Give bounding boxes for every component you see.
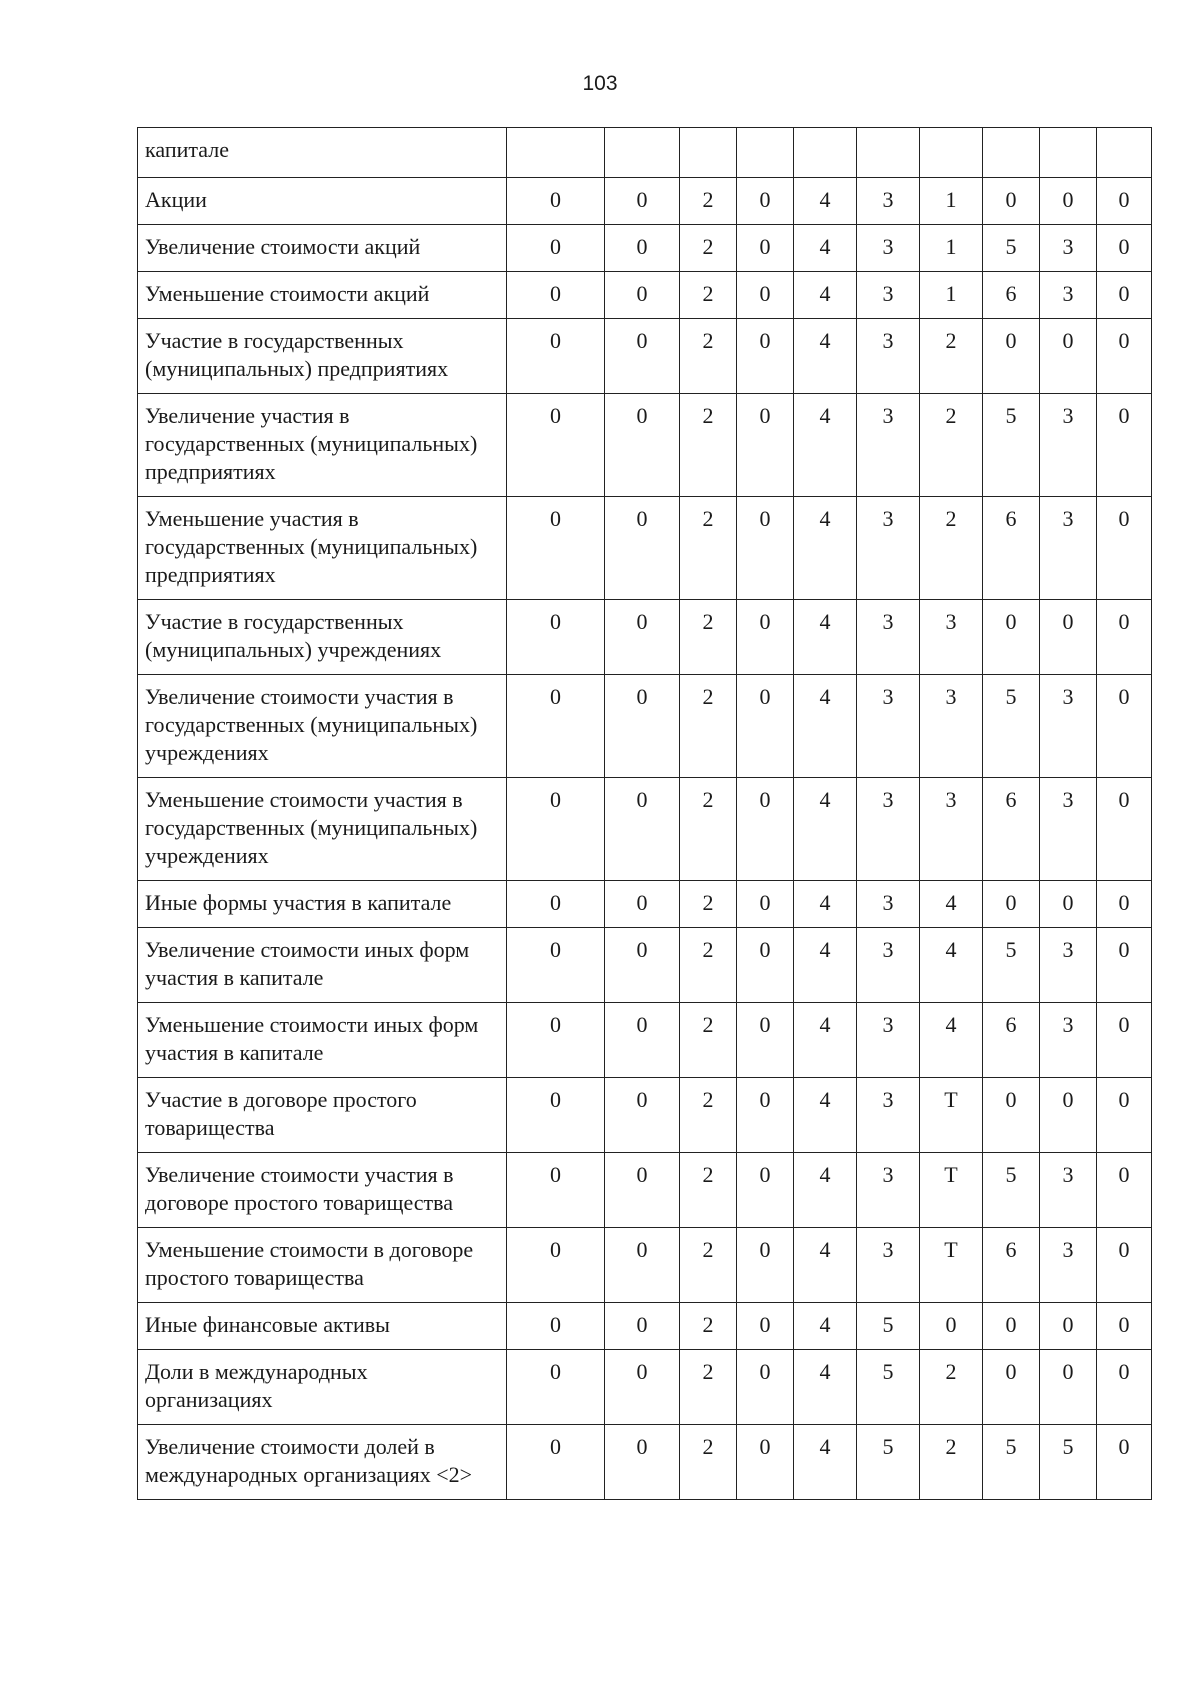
code-digit-cell: 0 [1097,881,1152,928]
code-digit-cell: Т [920,1228,983,1303]
row-name-cell: Уменьшение участия в государственных (муниципальных) предприятиях [138,497,507,600]
code-digit-cell: 0 [737,394,794,497]
code-digit-cell: 5 [983,675,1040,778]
row-name-cell: Уменьшение стоимости иных форм участия в капитале [138,1003,507,1078]
code-digit-cell: 0 [920,1303,983,1350]
code-digit-cell: 3 [857,928,920,1003]
code-digit-cell: 2 [680,225,737,272]
code-digit-cell: 0 [1097,1228,1152,1303]
code-digit-cell: 3 [857,1003,920,1078]
code-digit-cell: 5 [983,928,1040,1003]
code-digit-cell: 0 [737,178,794,225]
code-digit-cell: 0 [605,600,680,675]
code-digit-cell: 5 [983,1425,1040,1500]
code-digit-cell: 0 [1097,928,1152,1003]
row-name-cell: Увеличение стоимости акций [138,225,507,272]
code-digit-cell [680,128,737,178]
code-digit-cell: 0 [605,178,680,225]
code-digit-cell: 0 [737,1303,794,1350]
code-digit-cell: 3 [857,778,920,881]
row-name-cell: Участие в государственных (муниципальных) предприятиях [138,319,507,394]
code-digit-cell: 0 [1097,272,1152,319]
table-row [138,1153,1152,1228]
table-row [138,1350,1152,1425]
code-digit-cell: 3 [1040,272,1097,319]
code-digit-cell: 3 [857,497,920,600]
code-digit-cell: 3 [1040,1003,1097,1078]
code-digit-cell: 3 [1040,1228,1097,1303]
code-digit-cell: 6 [983,1228,1040,1303]
code-digit-cell: 2 [680,1078,737,1153]
code-digit-cell: 4 [794,319,857,394]
table-row [138,1078,1152,1153]
code-digit-cell: 3 [857,225,920,272]
code-digit-cell: 3 [920,675,983,778]
code-digit-cell: 0 [507,928,605,1003]
code-digit-cell: 0 [507,675,605,778]
code-digit-cell: 0 [1040,319,1097,394]
table-row [138,128,1152,178]
code-digit-cell: 0 [983,881,1040,928]
table-row [138,394,1152,497]
code-digit-cell: 0 [507,1350,605,1425]
code-digit-cell: 0 [507,778,605,881]
code-digit-cell: 2 [680,1228,737,1303]
code-digit-cell: 0 [605,1003,680,1078]
code-digit-cell: 5 [983,225,1040,272]
code-digit-cell: 0 [605,319,680,394]
code-digit-cell: 4 [794,600,857,675]
row-name-cell: Иные формы участия в капитале [138,881,507,928]
table-row [138,778,1152,881]
row-name-cell: Иные финансовые активы [138,1303,507,1350]
code-digit-cell [605,128,680,178]
code-digit-cell: 6 [983,778,1040,881]
row-name-cell: Увеличение стоимости иных форм участия в капитале [138,928,507,1003]
code-digit-cell: 0 [737,600,794,675]
code-digit-cell: 0 [737,881,794,928]
code-digit-cell: 0 [605,1078,680,1153]
code-digit-cell: 3 [1040,675,1097,778]
table-row [138,1228,1152,1303]
code-digit-cell: 0 [737,928,794,1003]
code-digit-cell [507,128,605,178]
code-digit-cell: 0 [1040,1078,1097,1153]
code-digit-cell: Т [920,1153,983,1228]
code-digit-cell: 2 [920,394,983,497]
code-digit-cell: 3 [857,675,920,778]
code-digit-cell: 0 [1097,1350,1152,1425]
code-digit-cell: 4 [920,928,983,1003]
row-name-cell: Доли в международных организациях [138,1350,507,1425]
code-digit-cell: 0 [1097,1003,1152,1078]
table-row [138,225,1152,272]
row-name-cell: Уменьшение стоимости участия в государственных (муниципальных) учреждениях [138,778,507,881]
code-digit-cell: 3 [857,1228,920,1303]
code-digit-cell: 2 [680,1350,737,1425]
row-name-cell: Увеличение стоимости долей в международных организациях <2> [138,1425,507,1500]
code-digit-cell: 0 [1097,178,1152,225]
code-digit-cell: 4 [794,1003,857,1078]
code-digit-cell: 2 [680,272,737,319]
code-digit-cell: 2 [920,1425,983,1500]
code-digit-cell: 0 [507,225,605,272]
code-digit-cell [1097,128,1152,178]
row-name-cell: Участие в договоре простого товарищества [138,1078,507,1153]
code-digit-cell: 0 [1040,881,1097,928]
code-digit-cell: 0 [507,1153,605,1228]
code-digit-cell: 0 [1097,497,1152,600]
table-row [138,178,1152,225]
code-digit-cell: 0 [507,394,605,497]
code-digit-cell: 0 [1097,600,1152,675]
code-digit-cell: 0 [507,178,605,225]
table-row [138,1425,1152,1500]
code-digit-cell: 3 [857,394,920,497]
code-digit-cell: 0 [507,1003,605,1078]
code-digit-cell: 0 [983,1350,1040,1425]
code-digit-cell: 2 [680,319,737,394]
code-digit-cell: 0 [737,675,794,778]
code-digit-cell: 3 [1040,497,1097,600]
row-name-cell: Уменьшение стоимости в договоре простого товарищества [138,1228,507,1303]
code-digit-cell: 5 [983,1153,1040,1228]
table-row [138,497,1152,600]
row-name-cell: Участие в государственных (муниципальных) учреждениях [138,600,507,675]
code-digit-cell: 3 [1040,1153,1097,1228]
code-digit-cell: 3 [1040,394,1097,497]
code-digit-cell: 3 [1040,928,1097,1003]
code-digit-cell: 2 [680,881,737,928]
row-name-cell: Акции [138,178,507,225]
code-digit-cell: 0 [1040,178,1097,225]
code-digit-cell: 0 [605,928,680,1003]
code-digit-cell: 6 [983,1003,1040,1078]
code-digit-cell: 4 [920,881,983,928]
code-digit-cell: 4 [794,178,857,225]
code-digit-cell: 3 [1040,778,1097,881]
budget-code-table [137,127,1152,1500]
code-digit-cell: 5 [857,1425,920,1500]
code-digit-cell: 0 [983,319,1040,394]
code-digit-cell: 0 [1040,600,1097,675]
code-digit-cell: 0 [507,272,605,319]
code-digit-cell: 2 [680,675,737,778]
code-digit-cell: 4 [794,272,857,319]
code-digit-cell: 3 [857,881,920,928]
code-digit-cell [920,128,983,178]
code-digit-cell: 3 [857,272,920,319]
row-name-cell: капитале [138,128,507,178]
code-digit-cell: 0 [507,600,605,675]
code-digit-cell: 2 [680,600,737,675]
code-digit-cell [857,128,920,178]
code-digit-cell: 0 [737,272,794,319]
code-digit-cell: 3 [857,178,920,225]
code-digit-cell: 0 [983,1078,1040,1153]
code-digit-cell: 2 [680,394,737,497]
code-digit-cell: 0 [507,1078,605,1153]
code-digit-cell: 2 [680,928,737,1003]
code-digit-cell: 0 [1097,225,1152,272]
code-digit-cell: 0 [507,319,605,394]
code-digit-cell: 4 [794,1303,857,1350]
code-digit-cell: 5 [857,1303,920,1350]
code-digit-cell: 6 [983,497,1040,600]
table-row [138,1003,1152,1078]
code-digit-cell: 4 [794,1425,857,1500]
code-digit-cell: 0 [737,1425,794,1500]
table-row [138,1303,1152,1350]
table-row [138,319,1152,394]
code-digit-cell: 2 [920,1350,983,1425]
code-digit-cell: 0 [605,1303,680,1350]
code-digit-cell: 4 [794,1153,857,1228]
code-digit-cell: 0 [737,1078,794,1153]
code-digit-cell: 4 [794,497,857,600]
code-digit-cell: 3 [857,1153,920,1228]
code-digit-cell: 0 [1097,778,1152,881]
code-digit-cell [794,128,857,178]
code-digit-cell: 0 [737,319,794,394]
table-body [138,128,1152,1500]
code-digit-cell: 3 [920,778,983,881]
code-digit-cell: 4 [794,1078,857,1153]
code-digit-cell: 0 [605,1350,680,1425]
code-digit-cell: 3 [857,319,920,394]
table-row [138,272,1152,319]
code-digit-cell: 0 [605,675,680,778]
code-digit-cell: 0 [737,778,794,881]
code-digit-cell: 4 [794,394,857,497]
code-digit-cell: 2 [920,497,983,600]
code-digit-cell: 0 [983,1303,1040,1350]
row-name-cell: Увеличение стоимости участия в государственных (муниципальных) учреждениях [138,675,507,778]
code-digit-cell: 5 [1040,1425,1097,1500]
table-row [138,881,1152,928]
code-digit-cell: 0 [1097,319,1152,394]
code-digit-cell: 0 [605,497,680,600]
code-digit-cell: 4 [794,675,857,778]
code-digit-cell: 0 [1040,1350,1097,1425]
code-digit-cell: 3 [857,1078,920,1153]
code-digit-cell: 3 [1040,225,1097,272]
code-digit-cell: 0 [737,1350,794,1425]
code-digit-cell: 0 [737,1003,794,1078]
code-digit-cell: 4 [794,928,857,1003]
code-digit-cell: 0 [605,1153,680,1228]
code-digit-cell: 5 [857,1350,920,1425]
code-digit-cell: 0 [605,1228,680,1303]
code-digit-cell: 2 [680,497,737,600]
code-digit-cell: 0 [983,600,1040,675]
code-digit-cell: 4 [794,1228,857,1303]
code-digit-cell: 2 [680,1153,737,1228]
table-row [138,928,1152,1003]
code-digit-cell: 0 [1097,1078,1152,1153]
code-digit-cell: Т [920,1078,983,1153]
code-digit-cell: 0 [1097,1425,1152,1500]
code-digit-cell: 2 [680,778,737,881]
code-digit-cell: 2 [680,178,737,225]
code-digit-cell: 0 [737,497,794,600]
row-name-cell: Увеличение участия в государственных (муниципальных) предприятиях [138,394,507,497]
code-digit-cell: 0 [737,1228,794,1303]
code-digit-cell: 0 [605,272,680,319]
code-digit-cell: 0 [507,497,605,600]
code-digit-cell: 4 [794,1350,857,1425]
page-number: 103 [582,72,618,95]
code-digit-cell [1040,128,1097,178]
code-digit-cell: 0 [605,394,680,497]
code-digit-cell: 0 [507,1303,605,1350]
code-digit-cell [983,128,1040,178]
code-digit-cell: 0 [605,1425,680,1500]
row-name-cell: Увеличение стоимости участия в договоре простого товарищества [138,1153,507,1228]
code-digit-cell: 0 [605,881,680,928]
code-digit-cell [737,128,794,178]
code-digit-cell: 0 [1097,1153,1152,1228]
code-digit-cell: 0 [737,225,794,272]
table-row [138,600,1152,675]
table-row [138,675,1152,778]
code-digit-cell: 0 [1040,1303,1097,1350]
code-digit-cell: 0 [1097,1303,1152,1350]
code-digit-cell: 0 [737,1153,794,1228]
code-digit-cell: 0 [507,881,605,928]
code-digit-cell: 3 [920,600,983,675]
code-digit-cell: 0 [507,1228,605,1303]
code-digit-cell: 1 [920,225,983,272]
code-digit-cell: 0 [507,1425,605,1500]
code-digit-cell: 2 [680,1003,737,1078]
code-digit-cell: 1 [920,178,983,225]
code-digit-cell: 2 [680,1425,737,1500]
row-name-cell: Уменьшение стоимости акций [138,272,507,319]
code-digit-cell: 6 [983,272,1040,319]
code-digit-cell: 4 [920,1003,983,1078]
code-digit-cell: 0 [1097,675,1152,778]
code-digit-cell: 2 [920,319,983,394]
code-digit-cell: 1 [920,272,983,319]
code-digit-cell: 0 [1097,394,1152,497]
code-digit-cell: 4 [794,778,857,881]
code-digit-cell: 0 [605,225,680,272]
code-digit-cell: 4 [794,881,857,928]
code-digit-cell: 2 [680,1303,737,1350]
code-digit-cell: 0 [983,178,1040,225]
code-digit-cell: 3 [857,600,920,675]
code-digit-cell: 4 [794,225,857,272]
code-digit-cell: 0 [605,778,680,881]
code-digit-cell: 5 [983,394,1040,497]
